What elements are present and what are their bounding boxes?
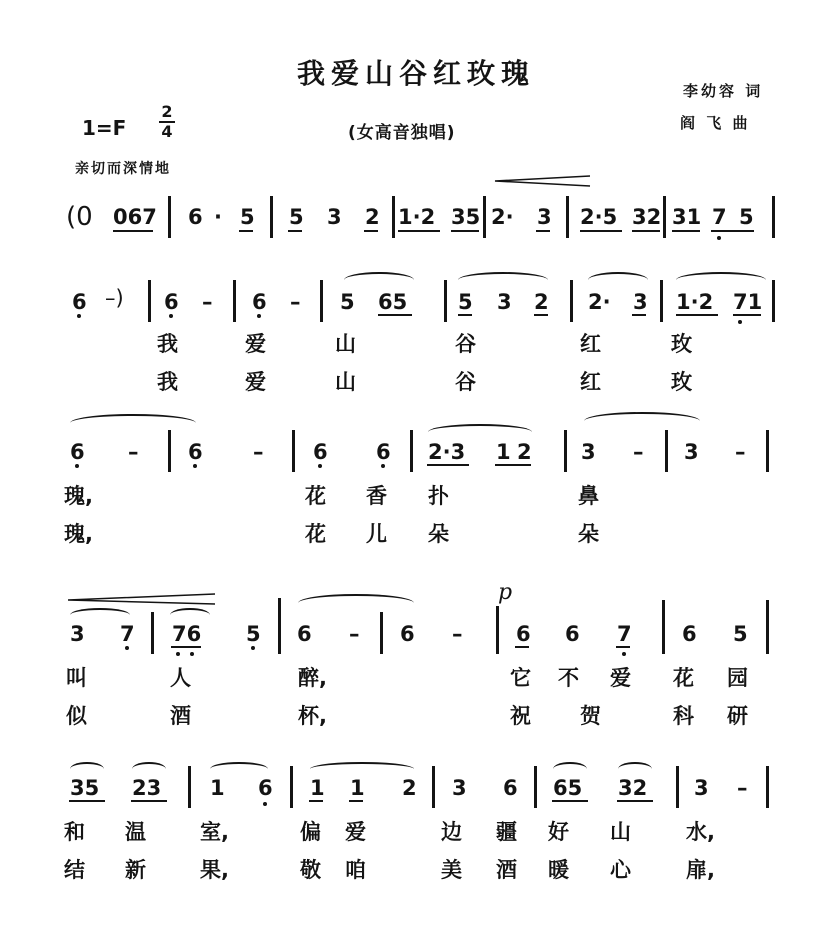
barline — [766, 430, 769, 472]
low-octave-dot — [75, 464, 79, 468]
slur — [618, 762, 652, 776]
note: 3 — [452, 776, 467, 800]
underline — [495, 464, 531, 466]
low-octave-dot — [318, 464, 322, 468]
note: 5 — [458, 290, 473, 314]
lyric: 爱 — [345, 820, 366, 844]
note: 1·2 — [398, 205, 436, 229]
note: 6 — [188, 440, 203, 464]
note: 6 — [252, 290, 267, 314]
note: – — [128, 440, 139, 464]
low-octave-dot — [717, 236, 721, 240]
note: 3 — [537, 205, 552, 229]
note: – — [202, 290, 213, 314]
lyric: 它 — [510, 666, 531, 690]
slur — [553, 762, 587, 776]
note: 5 — [240, 205, 255, 229]
barline — [570, 280, 573, 322]
note: 65 — [553, 776, 583, 800]
barline — [772, 196, 775, 238]
song-title: 我爱山谷红玫瑰 — [296, 57, 535, 90]
underline — [171, 646, 201, 648]
barline — [564, 430, 567, 472]
barline — [496, 606, 499, 654]
lyric: 玫 — [671, 370, 692, 394]
composer-credit: 阎 飞 曲 — [680, 114, 751, 132]
slur — [344, 272, 414, 288]
underline — [552, 800, 588, 802]
underline — [515, 646, 529, 648]
lyric: 温 — [125, 820, 146, 844]
note: 3 — [694, 776, 709, 800]
lyric: 暖 — [548, 858, 569, 882]
diminuendo-hairpin — [0, 0, 1, 1]
lyric: 叫 — [66, 666, 87, 690]
note: – — [290, 290, 301, 314]
note: 35 — [451, 205, 481, 229]
key-signature: 1=F — [82, 116, 127, 140]
low-octave-dot — [190, 652, 194, 656]
note: 6 — [565, 622, 580, 646]
note: 6 — [72, 290, 87, 314]
lyricist-credit: 李幼容 词 — [683, 82, 764, 100]
lyric: 疆 — [496, 820, 517, 844]
lyric: 儿 — [366, 522, 387, 546]
barline — [290, 766, 293, 808]
underline — [239, 230, 253, 232]
underline — [364, 230, 378, 232]
underline — [632, 230, 660, 232]
lyric: 鼻 — [578, 484, 599, 508]
slur — [428, 424, 532, 440]
lyric: 人 — [170, 666, 191, 690]
note: 7 — [712, 205, 727, 229]
barline — [444, 280, 447, 322]
lyric: 结 — [64, 858, 85, 882]
lyric: 似 — [66, 704, 87, 728]
lyric: 扑 — [428, 484, 449, 508]
underline — [733, 314, 761, 316]
note: 7 — [617, 622, 632, 646]
barline — [380, 612, 383, 654]
barline — [660, 280, 663, 322]
note: – — [452, 622, 463, 646]
note: 6 — [400, 622, 415, 646]
slur — [70, 762, 104, 776]
tie — [584, 412, 700, 430]
lyric: 花 — [673, 666, 694, 690]
barline — [233, 280, 236, 322]
lyric: 咱 — [345, 858, 366, 882]
barline — [270, 196, 273, 238]
lyric: 山 — [610, 820, 631, 844]
barline — [534, 766, 537, 808]
underline — [672, 230, 700, 232]
lyric: 园 — [727, 666, 748, 690]
slur — [210, 762, 268, 776]
low-octave-dot — [193, 464, 197, 468]
barline — [292, 430, 295, 472]
lyric: 爱 — [610, 666, 631, 690]
lyric: 果, — [200, 858, 229, 882]
barline — [766, 600, 769, 654]
lyric: 好 — [548, 820, 569, 844]
lyric: 花 — [305, 522, 326, 546]
barline — [772, 280, 775, 322]
barline — [665, 430, 668, 472]
note: 3 — [70, 622, 85, 646]
low-octave-dot — [257, 314, 261, 318]
lyric: 谷 — [455, 370, 476, 394]
tempo-marking: 亲切而深情地 — [75, 161, 171, 177]
lyric: 红 — [580, 370, 601, 394]
underline — [580, 230, 622, 232]
low-octave-dot — [251, 646, 255, 650]
lyric: 偏 — [300, 820, 321, 844]
low-octave-dot — [169, 314, 173, 318]
lyric: 红 — [580, 332, 601, 356]
note: 1 — [210, 776, 225, 800]
note: 6 — [682, 622, 697, 646]
note: 6 — [503, 776, 518, 800]
note: 6 — [313, 440, 328, 464]
note: 5 — [246, 622, 261, 646]
barline — [483, 196, 486, 238]
lyric: 不 — [558, 666, 579, 690]
note: 2 — [402, 776, 417, 800]
note: 71 — [733, 290, 763, 314]
barline — [662, 600, 665, 654]
note: 6 — [258, 776, 273, 800]
barline — [188, 766, 191, 808]
lyric: 新 — [125, 858, 146, 882]
lyric: 我 — [157, 370, 178, 394]
underline — [676, 314, 718, 316]
barline — [392, 196, 395, 238]
lyric: 科 — [673, 704, 694, 728]
slur — [310, 762, 414, 776]
barline — [432, 766, 435, 808]
note: 76 — [172, 622, 202, 646]
lyric: 朵 — [428, 522, 449, 546]
note: 2 — [534, 290, 549, 314]
dynamic-marking: p — [498, 580, 513, 605]
low-octave-dot — [381, 464, 385, 468]
barline — [410, 430, 413, 472]
underline — [616, 646, 630, 648]
lyric: 山 — [335, 370, 356, 394]
low-octave-dot — [125, 646, 129, 650]
note: 3 — [497, 290, 512, 314]
note: 2 — [365, 205, 380, 229]
barline — [676, 766, 679, 808]
lyric: 香 — [366, 484, 387, 508]
barline — [168, 430, 171, 472]
low-octave-dot — [77, 314, 81, 318]
note: 5 — [340, 290, 355, 314]
note: – — [253, 440, 264, 464]
note: 6 — [297, 622, 312, 646]
note: 7 — [120, 622, 135, 646]
note: 067 — [113, 205, 157, 229]
note: 2· — [491, 205, 514, 229]
note: 3 — [327, 205, 342, 229]
lyric: 美 — [441, 858, 462, 882]
barline — [168, 196, 171, 238]
lyric: 山 — [335, 332, 356, 356]
lyric: 研 — [727, 704, 748, 728]
note: 6 — [70, 440, 85, 464]
lyric: 贺 — [580, 704, 601, 728]
tie — [298, 594, 414, 612]
lyric: 敬 — [300, 858, 321, 882]
note: 35 — [70, 776, 100, 800]
underline — [378, 314, 412, 316]
lyric: 瑰, — [64, 484, 93, 508]
lyric: 酒 — [170, 704, 191, 728]
note: 1 — [310, 776, 325, 800]
note: – — [735, 440, 746, 464]
lyric: 爱 — [245, 370, 266, 394]
lyric: 花 — [305, 484, 326, 508]
note: (0 — [66, 202, 93, 232]
underline — [309, 800, 323, 802]
underline — [632, 314, 646, 316]
note: 65 — [378, 290, 408, 314]
note: 6 — [164, 290, 179, 314]
lyric: 室, — [200, 820, 229, 844]
lyric: 谷 — [455, 332, 476, 356]
note: – — [349, 622, 360, 646]
underline — [458, 314, 472, 316]
note: –) — [105, 286, 124, 310]
note: 6 — [188, 205, 203, 229]
note: 1 — [350, 776, 365, 800]
low-octave-dot — [738, 320, 742, 324]
slur — [70, 608, 130, 622]
barline — [148, 280, 151, 322]
slur — [588, 272, 648, 288]
tie — [70, 414, 196, 432]
underline — [349, 800, 363, 802]
slur — [458, 272, 548, 288]
lyric: 爱 — [245, 332, 266, 356]
note: 3 — [633, 290, 648, 314]
note: 2 — [517, 440, 532, 464]
note: 6 — [516, 622, 531, 646]
lyric: 和 — [64, 820, 85, 844]
lyric: 边 — [441, 820, 462, 844]
underline — [113, 230, 153, 232]
time-signature-top: 2 — [161, 102, 173, 121]
note: 23 — [132, 776, 162, 800]
lyric: 扉, — [686, 858, 715, 882]
lyric: 酒 — [496, 858, 517, 882]
note: 5 — [733, 622, 748, 646]
barline — [766, 766, 769, 808]
note: 32 — [618, 776, 648, 800]
note: 1·2 — [676, 290, 714, 314]
slur — [676, 272, 766, 288]
note: 3 — [581, 440, 596, 464]
lyric: 杯, — [298, 704, 327, 728]
barline — [663, 196, 666, 238]
note: · — [214, 205, 222, 229]
barline — [320, 280, 323, 322]
note: 5 — [739, 205, 754, 229]
underline — [451, 230, 479, 232]
note: 2·3 — [428, 440, 466, 464]
subtitle: (女高音独唱) — [348, 123, 456, 143]
low-octave-dot — [176, 652, 180, 656]
slur — [132, 762, 166, 776]
lyric: 醉, — [298, 666, 327, 690]
lyric: 瑰, — [64, 522, 93, 546]
barline — [151, 612, 154, 654]
note: 2· — [588, 290, 611, 314]
lyric: 我 — [157, 332, 178, 356]
underline — [711, 230, 754, 232]
note: 3 — [684, 440, 699, 464]
note: – — [737, 776, 748, 800]
barline — [278, 598, 281, 654]
lyric: 祝 — [510, 704, 531, 728]
note: – — [633, 440, 644, 464]
note: 31 — [672, 205, 702, 229]
note: 2·5 — [580, 205, 618, 229]
note: 5 — [289, 205, 304, 229]
low-octave-dot — [622, 652, 626, 656]
underline — [617, 800, 653, 802]
underline — [69, 800, 105, 802]
underline — [427, 464, 469, 466]
underline — [398, 230, 440, 232]
note: 32 — [632, 205, 662, 229]
lyric: 玫 — [671, 332, 692, 356]
note: 6 — [376, 440, 391, 464]
underline — [131, 800, 167, 802]
lyric: 水, — [686, 820, 715, 844]
underline — [288, 230, 302, 232]
note: 1 — [496, 440, 511, 464]
underline — [536, 230, 550, 232]
lyric: 心 — [610, 858, 631, 882]
low-octave-dot — [263, 802, 267, 806]
slur — [170, 608, 210, 622]
underline — [534, 314, 548, 316]
barline — [566, 196, 569, 238]
lyric: 朵 — [578, 522, 599, 546]
time-signature-bottom: 4 — [161, 122, 173, 141]
